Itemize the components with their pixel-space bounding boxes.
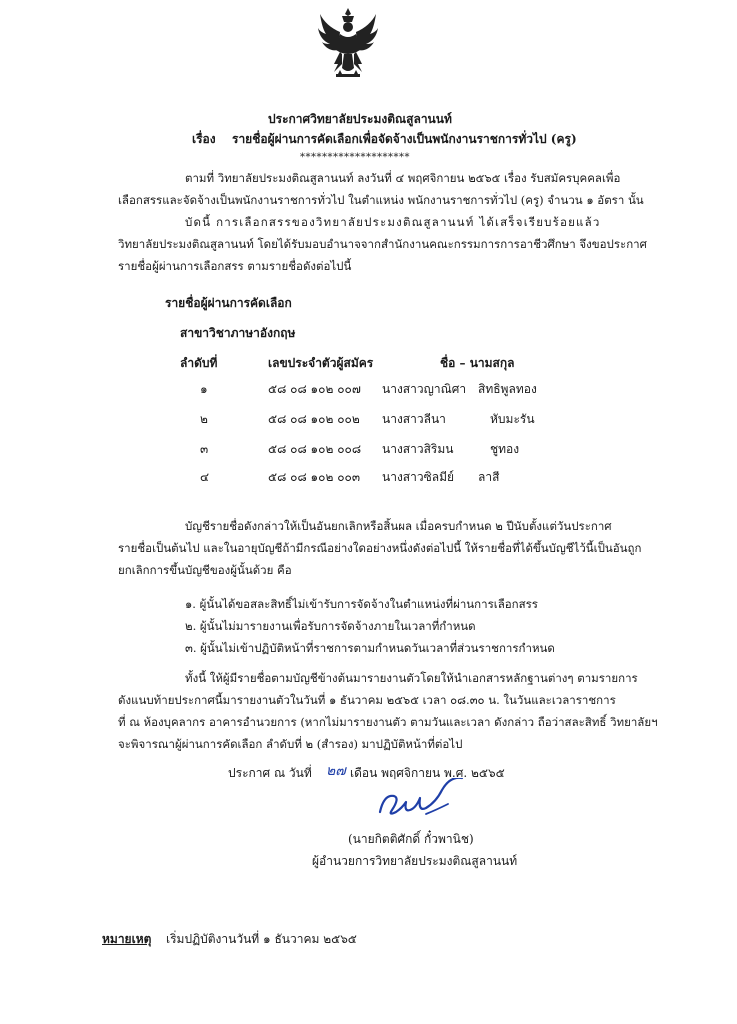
- intro-line: รายชื่อผู้ผ่านการเลือกสรร ตามรายชื่อดังต่อไปนี้: [118, 259, 352, 273]
- validity-line: รายชื่อเป็นต้นไป และในอายุบัญชีถ้ามีกรณีอย่างใดอย่างหนึ่งดังต่อไปนี้ ให้รายชื่อที่ได้ขึ้นบัญชีไว้นี้เป็นอันถูก: [118, 541, 642, 555]
- subject-heading: สาขาวิชาภาษาอังกฤษ: [180, 326, 296, 340]
- condition-item: ๓. ผู้นั้นไม่เข้าปฏิบัติหน้าที่ราชการตามกำหนดวันเวลาที่ส่วนราชการกำหนด: [185, 641, 555, 655]
- subject-title: รายชื่อผู้ผ่านการคัดเลือกเพื่อจัดจ้างเป็นพนักงานราชการทั่วไป (ครู): [232, 132, 577, 146]
- validity-line: ยกเลิกการขึ้นบัญชีของผู้นั้นด้วย คือ: [118, 563, 292, 577]
- table-row-number: ๑: [200, 382, 208, 396]
- garuda-emblem-icon: [318, 6, 378, 82]
- table-row-number: ๔: [200, 470, 210, 484]
- table-row-first-name: นางสาวลีนา: [382, 412, 446, 426]
- column-header-name: ชื่อ – นามสกุล: [440, 356, 515, 370]
- announce-date-prefix: ประกาศ ณ วันที่: [228, 766, 312, 780]
- note-text: เริ่มปฏิบัติงานวันที่ ๑ ธันวาคม ๒๕๖๕: [166, 932, 357, 946]
- table-row-first-name: นางสาวสิริมน: [382, 442, 454, 456]
- signer-name: (นายกิตติศักดิ์ กั๋วพานิช): [348, 832, 474, 846]
- column-header-applicant-id: เลขประจำตัวผู้สมัคร: [268, 356, 374, 370]
- column-header-order: ลำดับที่: [180, 356, 218, 370]
- condition-item: ๑. ผู้นั้นได้ขอสละสิทธิ์ไม่เข้ารับการจัดจ้างในตำแหน่งที่ผ่านการเลือกสรร: [185, 597, 538, 611]
- table-row-last-name: ลาสี: [478, 470, 500, 484]
- table-row-first-name: นางสาวญาณิศา: [382, 382, 467, 396]
- announce-date-suffix: เดือน พฤศจิกายน พ.ศ. ๒๕๖๕: [350, 766, 505, 780]
- report-line: ที่ ณ ห้องบุคลากร อาคารอำนวยการ (หากไม่มารายงานตัว ตามวันและเวลา ดังกล่าว ถือว่าสละสิทธิ์ วิทยาลัยฯ: [118, 715, 658, 729]
- table-row-last-name: หับมะรัน: [490, 412, 535, 426]
- intro-line: บัดนี้ การเลือกสรรของวิทยาลัยประมงติณสูลานนท์ ได้เสร็จเรียบร้อยแล้ว: [185, 215, 601, 229]
- separator-stars: ********************: [300, 152, 410, 163]
- table-row-last-name: ชูทอง: [490, 442, 520, 456]
- condition-item: ๒. ผู้นั้นไม่มารายงานเพื่อรับการจัดจ้างภายในเวลาที่กำหนด: [185, 619, 476, 633]
- note-label: หมายเหตุ: [102, 932, 152, 946]
- table-row-first-name: นางสาวซิลมีย์: [382, 470, 455, 484]
- table-row-applicant-id: ๕๘ ๐๘ ๑๐๒ ๐๐๘: [268, 442, 362, 456]
- report-line: จะพิจารณาผู้ผ่านการคัดเลือก ลำดับที่ ๒ (สำรอง) มาปฏิบัติหน้าที่ต่อไป: [118, 737, 463, 751]
- intro-line: วิทยาลัยประมงติณสูลานนท์ โดยได้รับมอบอำนาจจากสำนักงานคณะกรรมการการอาชีวศึกษา จึงขอประกาศ: [118, 237, 647, 251]
- validity-line: บัญชีรายชื่อดังกล่าวให้เป็นอันยกเลิกหรือสิ้นผล เมื่อครบกำหนด ๒ ปีนับตั้งแต่วันประกาศ: [185, 519, 612, 533]
- signature-image: [372, 778, 468, 824]
- table-row-number: ๓: [200, 442, 209, 456]
- table-row-last-name: สิทธิพูลทอง: [478, 382, 537, 396]
- report-line: ทั้งนี้ ให้ผู้มีรายชื่อตามบัญชีข้างต้นมารายงานตัวโดยให้นำเอกสารหลักฐานต่างๆ ตามรายการ: [185, 671, 638, 685]
- table-row-applicant-id: ๕๘ ๐๘ ๑๐๒ ๐๐๗: [268, 382, 361, 396]
- section-title: รายชื่อผู้ผ่านการคัดเลือก: [165, 296, 292, 310]
- announce-date-day: ๒๗: [326, 763, 346, 779]
- signer-position: ผู้อำนวยการวิทยาลัยประมงติณสูลานนท์: [312, 854, 518, 868]
- table-row-applicant-id: ๕๘ ๐๘ ๑๐๒ ๐๐๒: [268, 412, 360, 426]
- report-line: ดังแนบท้ายประกาศนี้มารายงานตัวในวันที่ ๑ ธันวาคม ๒๕๖๕ เวลา ๐๘.๓๐ น. ในวันและเวลาราชการ: [118, 693, 616, 707]
- intro-line: เลือกสรรและจัดจ้างเป็นพนักงานราชการทั่วไป ในตำแหน่ง พนักงานราชการทั่วไป (ครู) จำนวน ๑ อัตรา นั้น: [118, 193, 644, 207]
- table-row-number: ๒: [200, 412, 208, 426]
- intro-line: ตามที่ วิทยาลัยประมงติณสูลานนท์ ลงวันที่ ๔ พฤศจิกายน ๒๕๖๕ เรื่อง รับสมัครบุคคลเพื่อ: [185, 171, 621, 185]
- announcement-title: ประกาศวิทยาลัยประมงติณสูลานนท์: [268, 112, 452, 126]
- subject-label: เรื่อง: [192, 132, 216, 146]
- table-row-applicant-id: ๕๘ ๐๘ ๑๐๒ ๐๐๓: [268, 470, 361, 484]
